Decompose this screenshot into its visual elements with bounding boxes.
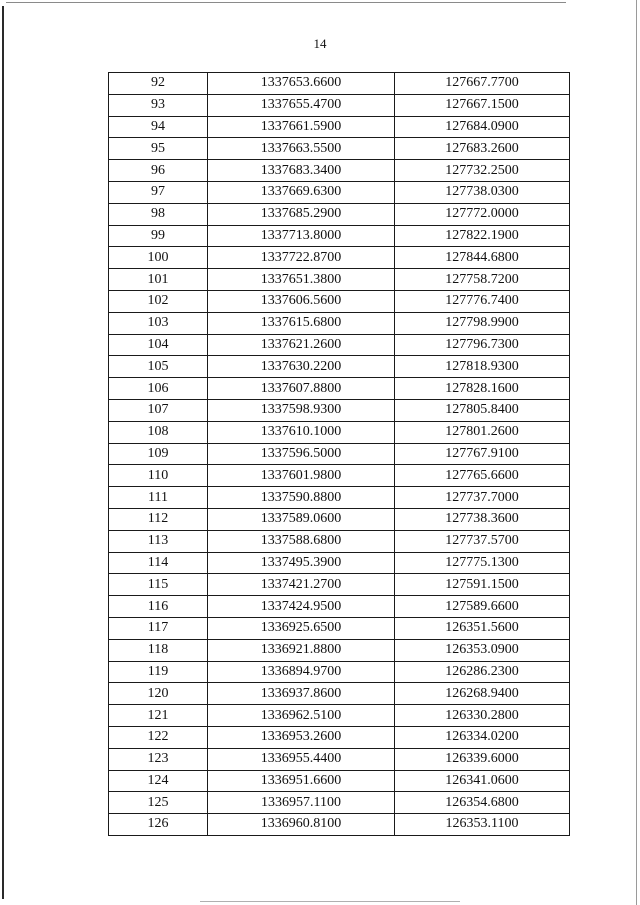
point-number-cell: 107 [109,399,208,421]
scan-edge-top [6,2,566,3]
x-coordinate-cell: 1336962.5100 [208,705,395,727]
table-row [109,596,570,618]
point-number-cell: 100 [109,247,208,269]
point-number-cell: 95 [109,138,208,160]
y-coordinate-cell: 127684.0900 [395,116,570,138]
point-number-cell: 115 [109,574,208,596]
x-coordinate-cell: 1336925.6500 [208,617,395,639]
table-row [109,225,570,247]
table-row [109,705,570,727]
table-row [109,247,570,269]
y-coordinate-cell: 127801.2600 [395,421,570,443]
x-coordinate-cell: 1336957.1100 [208,792,395,814]
x-coordinate-cell: 1336937.8600 [208,683,395,705]
x-coordinate-cell: 1336955.4400 [208,748,395,770]
x-coordinate-cell: 1337598.9300 [208,399,395,421]
y-coordinate-cell: 126341.0600 [395,770,570,792]
point-number-cell: 126 [109,814,208,836]
table-row [109,465,570,487]
y-coordinate-cell: 127765.6600 [395,465,570,487]
table-row [109,421,570,443]
x-coordinate-cell: 1337495.3900 [208,552,395,574]
table-row [109,748,570,770]
y-coordinate-cell: 127822.1900 [395,225,570,247]
point-number-cell: 93 [109,94,208,116]
y-coordinate-cell: 126353.1100 [395,814,570,836]
table-row [109,312,570,334]
table-row [109,203,570,225]
point-number-cell: 108 [109,421,208,443]
y-coordinate-cell: 127796.7300 [395,334,570,356]
x-coordinate-cell: 1337610.1000 [208,421,395,443]
point-number-cell: 121 [109,705,208,727]
x-coordinate-cell: 1337655.4700 [208,94,395,116]
x-coordinate-cell: 1337685.2900 [208,203,395,225]
table-row [109,617,570,639]
table-row [109,116,570,138]
y-coordinate-cell: 126330.2800 [395,705,570,727]
y-coordinate-cell: 127776.7400 [395,290,570,312]
y-coordinate-cell: 127738.0300 [395,181,570,203]
coordinates-table-body [109,73,570,836]
table-row [109,487,570,509]
point-number-cell: 112 [109,508,208,530]
table-row [109,574,570,596]
table-row [109,334,570,356]
point-number-cell: 123 [109,748,208,770]
y-coordinate-cell: 127818.9300 [395,356,570,378]
x-coordinate-cell: 1337722.8700 [208,247,395,269]
table-row [109,661,570,683]
x-coordinate-cell: 1337421.2700 [208,574,395,596]
page-number: 14 [313,36,327,51]
table-row [109,552,570,574]
x-coordinate-cell: 1337663.5500 [208,138,395,160]
x-coordinate-cell: 1337615.6800 [208,312,395,334]
x-coordinate-cell: 1337424.9500 [208,596,395,618]
table-row [109,792,570,814]
x-coordinate-cell: 1336921.8800 [208,639,395,661]
table-row [109,181,570,203]
x-coordinate-cell: 1337621.2600 [208,334,395,356]
x-coordinate-cell: 1337669.6300 [208,181,395,203]
x-coordinate-cell: 1337683.3400 [208,160,395,182]
point-number-cell: 96 [109,160,208,182]
point-number-cell: 114 [109,552,208,574]
y-coordinate-cell: 127844.6800 [395,247,570,269]
x-coordinate-cell: 1337607.8800 [208,378,395,400]
table-row [109,770,570,792]
point-number-cell: 125 [109,792,208,814]
y-coordinate-cell: 127589.6600 [395,596,570,618]
x-coordinate-cell: 1337653.6600 [208,73,395,95]
y-coordinate-cell: 126339.6000 [395,748,570,770]
table-row [109,530,570,552]
x-coordinate-cell: 1337588.6800 [208,530,395,552]
x-coordinate-cell: 1337589.0600 [208,508,395,530]
y-coordinate-cell: 127667.1500 [395,94,570,116]
point-number-cell: 117 [109,617,208,639]
table-row [109,508,570,530]
point-number-cell: 103 [109,312,208,334]
table-row [109,356,570,378]
table-row [109,378,570,400]
table-row [109,683,570,705]
point-number-cell: 113 [109,530,208,552]
point-number-cell: 94 [109,116,208,138]
scan-edge-bottom [200,901,460,902]
y-coordinate-cell: 127805.8400 [395,399,570,421]
x-coordinate-cell: 1337630.2200 [208,356,395,378]
y-coordinate-cell: 127737.7000 [395,487,570,509]
y-coordinate-cell: 126286.2300 [395,661,570,683]
point-number-cell: 118 [109,639,208,661]
x-coordinate-cell: 1336953.2600 [208,726,395,748]
point-number-cell: 109 [109,443,208,465]
y-coordinate-cell: 127828.1600 [395,378,570,400]
table-row [109,814,570,836]
point-number-cell: 120 [109,683,208,705]
table-row [109,399,570,421]
y-coordinate-cell: 127775.1300 [395,552,570,574]
y-coordinate-cell: 127667.7700 [395,73,570,95]
point-number-cell: 97 [109,181,208,203]
x-coordinate-cell: 1337651.3800 [208,269,395,291]
x-coordinate-cell: 1336960.8100 [208,814,395,836]
table-row [109,269,570,291]
point-number-cell: 111 [109,487,208,509]
y-coordinate-cell: 127798.9900 [395,312,570,334]
point-number-cell: 106 [109,378,208,400]
point-number-cell: 104 [109,334,208,356]
coordinates-table [108,72,570,836]
point-number-cell: 105 [109,356,208,378]
y-coordinate-cell: 127683.2600 [395,138,570,160]
table-row [109,138,570,160]
x-coordinate-cell: 1337713.8000 [208,225,395,247]
y-coordinate-cell: 126353.0900 [395,639,570,661]
y-coordinate-cell: 127737.5700 [395,530,570,552]
x-coordinate-cell: 1337661.5900 [208,116,395,138]
x-coordinate-cell: 1336894.9700 [208,661,395,683]
point-number-cell: 124 [109,770,208,792]
scan-edge-left [2,6,4,899]
table-row [109,290,570,312]
y-coordinate-cell: 126354.6800 [395,792,570,814]
point-number-cell: 99 [109,225,208,247]
point-number-cell: 119 [109,661,208,683]
point-number-cell: 92 [109,73,208,95]
table-row [109,639,570,661]
y-coordinate-cell: 127732.2500 [395,160,570,182]
point-number-cell: 102 [109,290,208,312]
x-coordinate-cell: 1336951.6600 [208,770,395,792]
point-number-cell: 122 [109,726,208,748]
point-number-cell: 116 [109,596,208,618]
x-coordinate-cell: 1337590.8800 [208,487,395,509]
table-row [109,73,570,95]
point-number-cell: 110 [109,465,208,487]
y-coordinate-cell: 126334.0200 [395,726,570,748]
table-row [109,443,570,465]
y-coordinate-cell: 127772.0000 [395,203,570,225]
x-coordinate-cell: 1337606.5600 [208,290,395,312]
point-number-cell: 101 [109,269,208,291]
point-number-cell: 98 [109,203,208,225]
y-coordinate-cell: 127767.9100 [395,443,570,465]
y-coordinate-cell: 127738.3600 [395,508,570,530]
scan-edge-right [636,0,637,905]
x-coordinate-cell: 1337596.5000 [208,443,395,465]
table-row [109,160,570,182]
y-coordinate-cell: 127758.7200 [395,269,570,291]
y-coordinate-cell: 126268.9400 [395,683,570,705]
table-row [109,94,570,116]
y-coordinate-cell: 126351.5600 [395,617,570,639]
y-coordinate-cell: 127591.1500 [395,574,570,596]
table-row [109,726,570,748]
x-coordinate-cell: 1337601.9800 [208,465,395,487]
